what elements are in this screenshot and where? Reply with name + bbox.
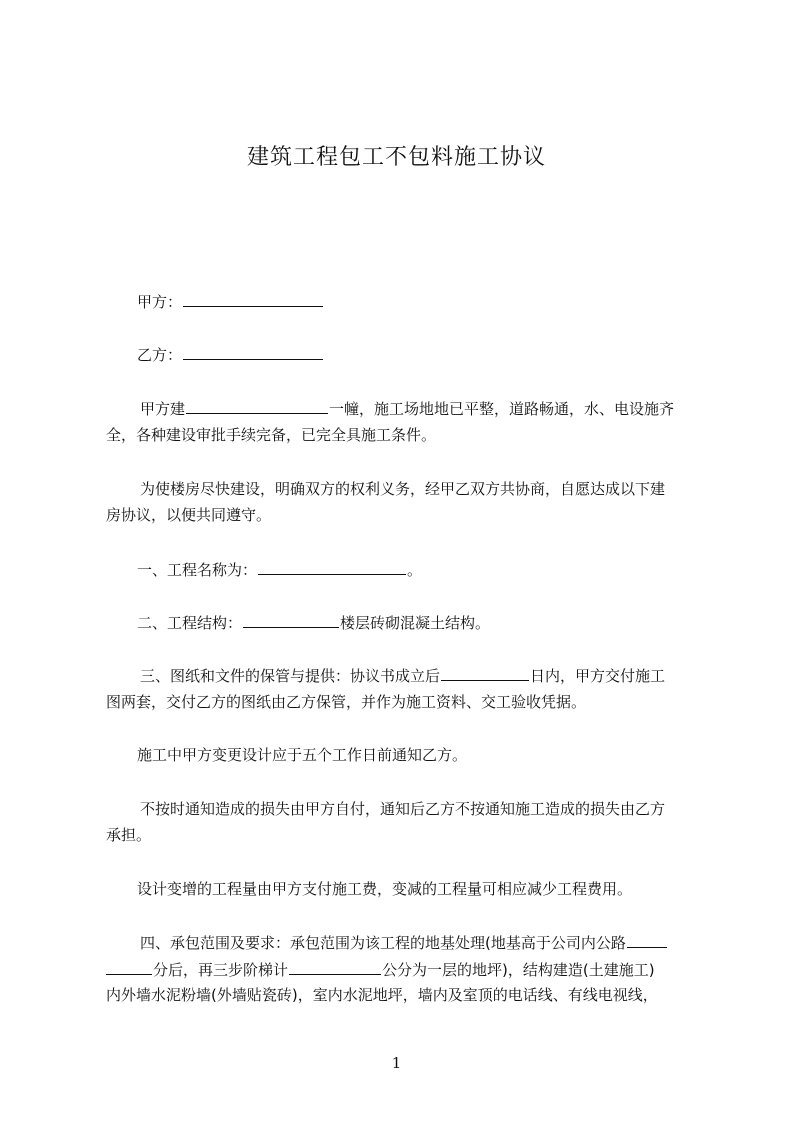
intro-line-1	[140, 398, 674, 419]
clause-4-text-line2-part1: 分后，再三步阶梯计	[153, 961, 289, 979]
purpose-line-2: 房协议，以便共同遵守。	[106, 506, 272, 524]
clause-1-end: 。	[407, 561, 423, 579]
intro-line-2: 全，各种建设审批手续完备，已完全具施工条件。	[106, 426, 437, 444]
clause-2-line	[137, 612, 490, 633]
loss-line-1: 不按时通知造成的损失由甲方自付，通知后乙方不按通知施工造成的损失由乙方	[140, 800, 666, 818]
clause-1-line	[137, 559, 422, 580]
party-a-label: 甲方：	[137, 293, 183, 311]
clause-4-text-line1: 四、承包范围及要求：承包范围为该工程的地基处理(地基高于公司内公路	[140, 934, 626, 952]
party-b-label: 乙方：	[137, 346, 183, 364]
page-number: 1	[391, 1054, 402, 1072]
road-height-blank-a	[627, 932, 667, 948]
clause-2-label: 二、工程结构：	[137, 614, 243, 632]
purpose-line-1: 为使楼房尽快建设，明确双方的权利义务，经甲乙双方共协商，自愿达成以下建	[140, 480, 666, 498]
intro-text-part2: 一幢，施工场地地已平整，道路畅通，水、电设施齐	[329, 400, 675, 418]
clause-4-line-1	[140, 932, 668, 953]
clause-4-line-3: 内外墙水泥粉墙(外墙贴瓷砖)，室内水泥地坪，墙内及室顶的电话线、有线电视线，	[106, 986, 658, 1004]
party-b-line	[137, 344, 324, 365]
clause-4-text-line2-part2: 公分为一层的地坪)，结构建造(土建施工)	[382, 961, 655, 979]
clause-2-end: 楼层砖砌混凝土结构。	[340, 614, 491, 632]
party-a-blank	[183, 291, 323, 307]
party-a-line	[137, 291, 324, 312]
clause-3-line-2: 图两套，交付乙方的图纸由乙方保管，并作为施工资料、交工验收凭据。	[106, 693, 587, 711]
project-name-blank	[258, 559, 406, 575]
building-blank	[186, 398, 328, 414]
clause-1-label: 一、工程名称为：	[137, 561, 258, 579]
intro-text-part1: 甲方建	[140, 400, 186, 418]
step-height-blank	[289, 959, 381, 975]
road-height-blank-b	[106, 959, 152, 975]
floors-blank	[243, 612, 339, 628]
loss-line-2: 承担。	[106, 826, 152, 844]
party-b-blank	[183, 344, 323, 360]
clause-3-line-1	[140, 665, 665, 686]
document-title: 建筑工程包工不包料施工协议	[246, 145, 546, 170]
clause-3-text-part2: 日内，甲方交付施工	[530, 667, 666, 685]
design-cost-line: 设计变增的工程量由甲方支付施工费，变减的工程量可相应减少工程费用。	[137, 880, 633, 898]
days-blank	[441, 665, 529, 681]
clause-3-text-part1: 三、图纸和文件的保管与提供：协议书成立后	[140, 667, 441, 685]
design-change-line: 施工中甲方变更设计应于五个工作日前通知乙方。	[137, 746, 468, 764]
clause-4-line-2	[106, 959, 655, 980]
